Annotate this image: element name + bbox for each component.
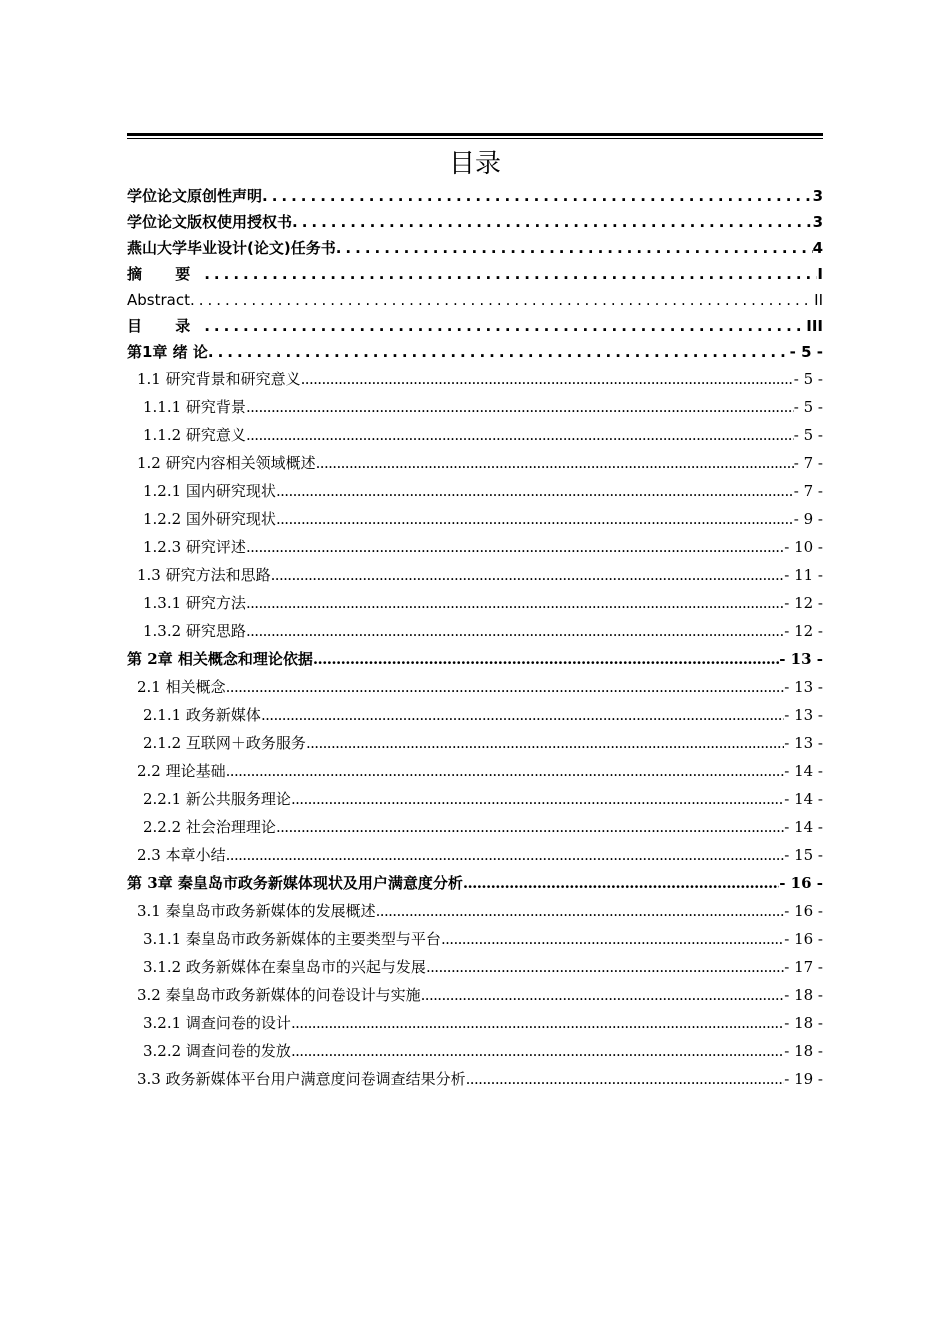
toc-entry-text: 3.1.2 政务新媒体在秦皇岛市的兴起与发展 [143, 958, 426, 976]
toc-entry-page: I [817, 265, 823, 283]
toc-leader [276, 813, 784, 841]
toc-leader [261, 701, 784, 729]
toc-entry-page: - 18 - [784, 986, 823, 1004]
toc-entry-text: 1.2.1 国内研究现状 [143, 482, 276, 500]
toc-entry[interactable] [127, 589, 823, 617]
toc-entry-page: - 18 - [784, 1042, 823, 1060]
toc-leader [306, 729, 784, 757]
toc-entry-page: - 14 - [784, 790, 823, 808]
toc-entry-page: - 5 - [793, 426, 823, 444]
toc-entry[interactable] [127, 785, 823, 813]
toc-entry-text: 1.3.2 研究思路 [143, 622, 246, 640]
toc-entry[interactable] [127, 953, 823, 981]
toc-entry[interactable] [127, 561, 823, 589]
toc-entry-text: 3.2.2 调查问卷的发放 [143, 1042, 291, 1060]
toc-entry-page: III [806, 317, 823, 335]
toc-entry[interactable] [127, 1037, 823, 1065]
toc-entry-text: 1.2 研究内容相关领域概述 [137, 454, 316, 472]
toc-entry[interactable] [127, 981, 823, 1009]
toc-entry[interactable] [127, 505, 823, 533]
toc-leader [246, 533, 784, 561]
toc-entry-text: 燕山大学毕业设计(论文)任务书 [127, 239, 336, 257]
toc-entry-page: - 15 - [784, 846, 823, 864]
toc-title: 目录 [448, 149, 501, 179]
toc-entry-text: 3.1.1 秦皇岛市政务新媒体的主要类型与平台 [143, 930, 441, 948]
toc-entry-text: Abstract [127, 291, 190, 309]
toc-entry[interactable] [127, 1009, 823, 1037]
toc-entry-text: 1.1.2 研究意义 [143, 426, 246, 444]
toc-leader [301, 365, 794, 393]
toc-entry-text: 2.1.2 互联网＋政务服务 [143, 734, 306, 752]
toc-entry-page: - 11 - [784, 566, 823, 584]
toc-leader [291, 785, 784, 813]
toc-entry-text: 3.1 秦皇岛市政务新媒体的发展概述 [137, 902, 376, 920]
toc-entry-text: 摘 要 [127, 265, 205, 283]
toc-entry-text: 1.2.2 国外研究现状 [143, 510, 276, 528]
toc-leader [190, 287, 814, 313]
toc-entry-page: - 5 - [793, 398, 823, 416]
toc-leader [316, 449, 794, 477]
toc-entry[interactable] [127, 1065, 823, 1093]
toc-entry-page: - 7 - [793, 454, 823, 472]
toc-leader [276, 477, 794, 505]
toc-entry[interactable] [127, 645, 823, 673]
toc-entry[interactable] [127, 757, 823, 785]
toc-entry-page: - 7 - [793, 482, 823, 500]
toc-leader [246, 393, 794, 421]
toc-leader [463, 869, 779, 897]
toc-entry[interactable] [127, 673, 823, 701]
toc-entry-page: - 12 - [784, 622, 823, 640]
toc-entry-page: - 13 - [784, 706, 823, 724]
toc-entry-page: - 18 - [784, 1014, 823, 1032]
toc-entry[interactable] [127, 287, 823, 313]
toc-leader [291, 1037, 784, 1065]
toc-entry[interactable] [127, 183, 823, 209]
toc-leader [246, 589, 784, 617]
toc-entry[interactable] [127, 533, 823, 561]
toc-entry[interactable] [127, 701, 823, 729]
toc-entry-page: - 12 - [784, 594, 823, 612]
toc-entry-text: 2.2.1 新公共服务理论 [143, 790, 291, 808]
toc-entry-text: 第1章 绪 论 [127, 343, 208, 361]
toc-leader [226, 673, 785, 701]
toc-leader [204, 313, 806, 339]
toc-entry-page: - 16 - [784, 930, 823, 948]
toc-leader [246, 421, 794, 449]
toc-entry-text: 第 2章 相关概念和理论依据 [127, 650, 313, 668]
toc-entry[interactable] [127, 925, 823, 953]
toc-leader [421, 981, 785, 1009]
toc-entry-page: - 19 - [784, 1070, 823, 1088]
toc-entry-page: - 9 - [793, 510, 823, 528]
toc-entry-text: 1.3.1 研究方法 [143, 594, 246, 612]
toc-leader [426, 953, 784, 981]
toc-leader [276, 505, 794, 533]
toc-entry-page: 3 [812, 187, 823, 205]
toc-entry[interactable] [127, 261, 823, 287]
toc-entry-page: - 17 - [784, 958, 823, 976]
toc-entry-text: 2.1.1 政务新媒体 [143, 706, 261, 724]
header-rule-thick [127, 133, 823, 136]
toc-leader [226, 841, 785, 869]
toc-entry[interactable] [127, 235, 823, 261]
toc-leader [208, 339, 790, 365]
toc-leader [466, 1065, 785, 1093]
toc-leader [204, 261, 817, 287]
header-rule-thin [127, 138, 823, 139]
toc-entry-text: 1.3 研究方法和思路 [137, 566, 271, 584]
toc-entry[interactable] [127, 313, 823, 339]
toc-leader [336, 235, 813, 261]
toc-leader [376, 897, 785, 925]
toc-entry-page: - 16 - [779, 874, 823, 892]
toc-entry-text: 1.1 研究背景和研究意义 [137, 370, 301, 388]
toc-entry[interactable] [127, 813, 823, 841]
toc-entry[interactable] [127, 841, 823, 869]
toc-entry-page: - 5 - [789, 343, 823, 361]
toc-entry-text: 1.2.3 研究评述 [143, 538, 246, 556]
toc-entry-text: 2.2.2 社会治理理论 [143, 818, 276, 836]
toc-entry[interactable] [127, 897, 823, 925]
toc-entry-text: 3.2 秦皇岛市政务新媒体的问卷设计与实施 [137, 986, 421, 1004]
toc-entry[interactable] [127, 365, 823, 393]
table-of-contents [127, 183, 823, 1093]
toc-entry-page: - 10 - [784, 538, 823, 556]
toc-entry-page: - 13 - [784, 678, 823, 696]
toc-entry[interactable] [127, 339, 823, 365]
toc-entry-page: - 13 - [779, 650, 823, 668]
toc-entry-page: 4 [812, 239, 823, 257]
toc-entry[interactable] [127, 421, 823, 449]
toc-entry-text: 2.2 理论基础 [137, 762, 226, 780]
toc-leader [292, 209, 813, 235]
toc-entry-page: - 5 - [793, 370, 823, 388]
toc-entry[interactable] [127, 617, 823, 645]
toc-entry[interactable] [127, 393, 823, 421]
toc-entry-page: 3 [812, 213, 823, 231]
toc-entry[interactable] [127, 477, 823, 505]
toc-entry-page: - 16 - [784, 902, 823, 920]
toc-entry-page: - 14 - [784, 762, 823, 780]
toc-entry-text: 第 3章 秦皇岛市政务新媒体现状及用户满意度分析 [127, 874, 463, 892]
toc-leader [246, 617, 784, 645]
toc-entry-page: II [814, 291, 823, 309]
toc-entry-text: 3.2.1 调查问卷的设计 [143, 1014, 291, 1032]
toc-entry-page: - 13 - [784, 734, 823, 752]
toc-entry-text: 学位论文版权使用授权书 [127, 213, 293, 231]
toc-leader [226, 757, 785, 785]
toc-entry-text: 3.3 政务新媒体平台用户满意度问卷调查结果分析 [137, 1070, 466, 1088]
toc-leader [262, 183, 813, 209]
toc-entry-text: 2.1 相关概念 [137, 678, 226, 696]
toc-leader [313, 645, 779, 673]
toc-entry[interactable] [127, 729, 823, 757]
toc-entry[interactable] [127, 209, 823, 235]
toc-leader [441, 925, 784, 953]
toc-entry-text: 目 录 [127, 317, 205, 335]
toc-entry-text: 1.1.1 研究背景 [143, 398, 246, 416]
toc-leader [291, 1009, 784, 1037]
toc-entry-text: 2.3 本章小结 [137, 846, 226, 864]
toc-entry[interactable] [127, 869, 823, 897]
toc-leader [271, 561, 785, 589]
toc-entry-text: 学位论文原创性声明 [127, 187, 263, 205]
toc-entry[interactable] [127, 449, 823, 477]
toc-entry-page: - 14 - [784, 818, 823, 836]
